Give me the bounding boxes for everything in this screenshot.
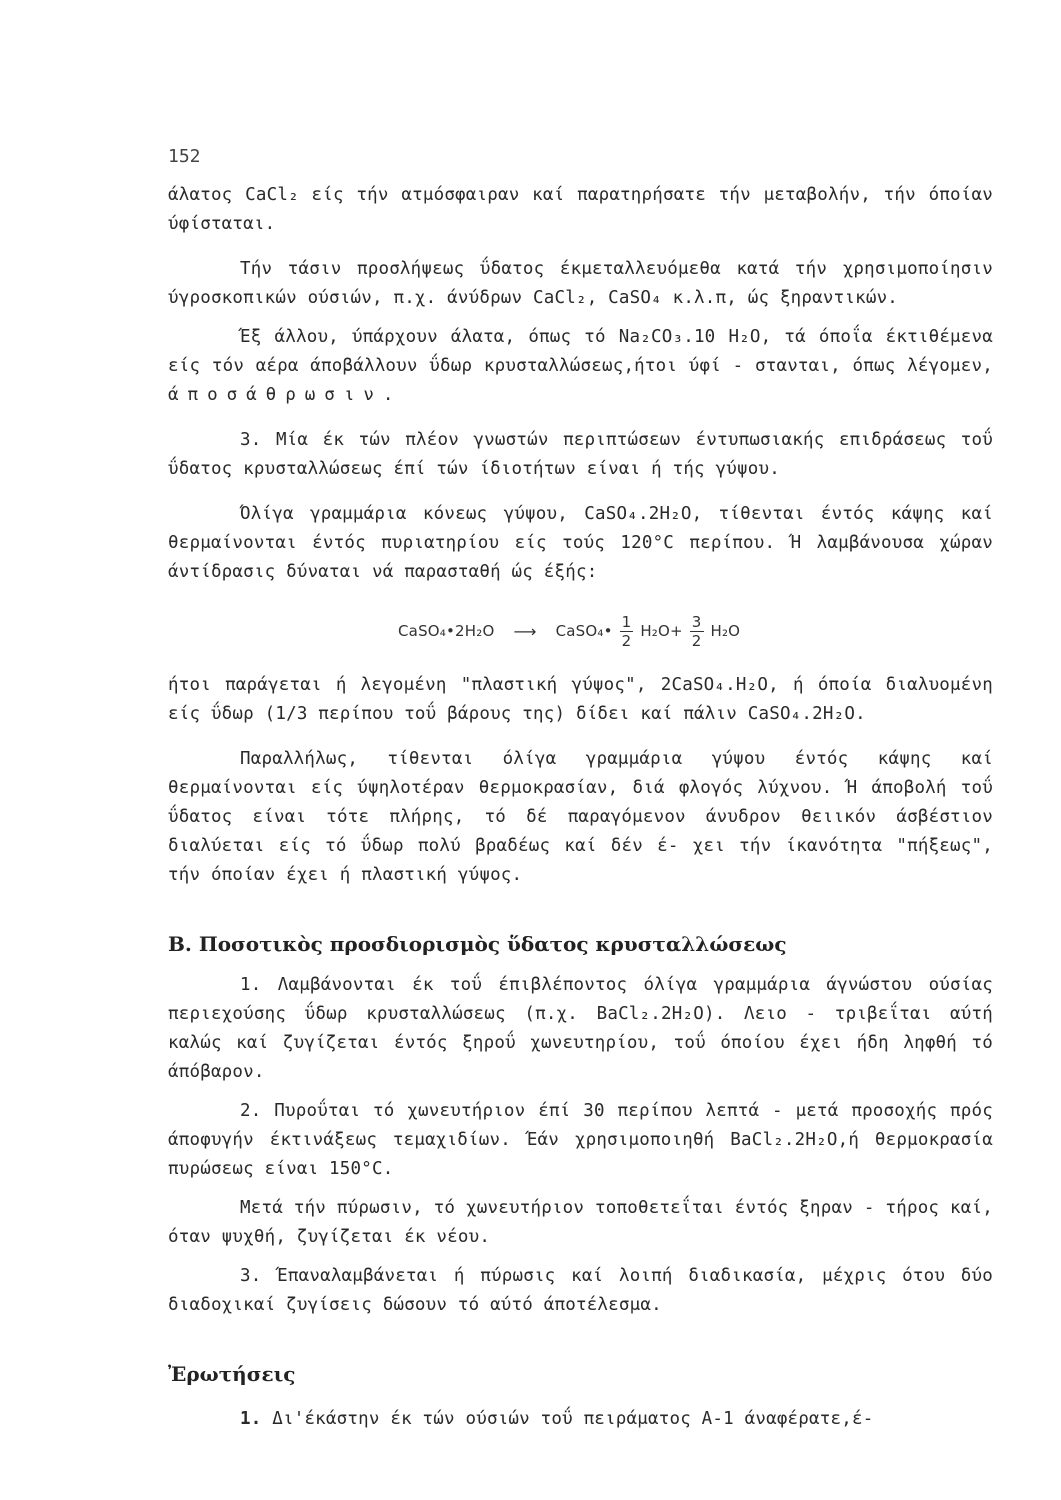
equation-reactant: CaSO₄•2H₂O bbox=[398, 622, 495, 640]
question-1 bbox=[168, 1405, 993, 1434]
paragraph-2: Τήν τάσιν προσλήψεως ΰδατος έκμεταλλευόμεθα κατά τήν χρησιμοποίησιν ύγροσκοπικών ούσιών, π.χ. άνύδρων CaCl₂, CaSO₄ κ.λ.π, ώς ξηραντικών. bbox=[168, 259, 993, 308]
equation-product: CaSO₄• bbox=[555, 622, 613, 640]
section-b-step-2-continued: Μετά τήν πύρωσιν, τό χωνευτήριον τοποθετεΐται έντός ξηραν - τήρος καί, όταν ψυχθή, ζυγίζεται έκ νέου. bbox=[168, 1198, 993, 1247]
section-heading-questions: Ἐρωτήσεις bbox=[168, 1362, 296, 1386]
paragraph-7: Παραλλήλως, τίθενται όλίγα γραμμάρια γύψου έντός κάψης καί θερμαίνονται είς ύψηλοτέραν θερμοκρασίαν, διά φλογός λύχνου. Ή άποβολή τοΰ ΰδατος είναι τότε πλήρης, τό δέ παραγόμενον άνυδρον θειικόν άσβέστιον διαλύεται είς τό ΰδωρ πολύ βραδέως καί δέν έ- χει τήν ίκανότητα "πήξεως", τήν όποίαν έχει ή πλαστική γύψος. bbox=[168, 749, 993, 885]
page-number: 152 bbox=[168, 146, 201, 167]
reaction-arrow-icon: ⟶ bbox=[513, 622, 537, 641]
fraction-denominator: 2 bbox=[691, 632, 702, 650]
page-content bbox=[168, 181, 993, 1434]
fraction-numerator: 1 bbox=[621, 613, 632, 631]
fraction-denominator: 2 bbox=[621, 632, 632, 650]
chemical-equation bbox=[168, 601, 993, 657]
equation-term-water: H₂O bbox=[710, 622, 741, 640]
fraction-three-halves bbox=[690, 613, 704, 650]
section-b-step-3: 3. Έπαναλαμβάνεται ή πύρωσις καί λοιπή διαδικασία, μέχρις ότου δύο διαδοχικαί ζυγίσεις δώσουν τό αύτό άποτέλεσμα. bbox=[168, 1266, 993, 1315]
spaced-word-aposathrosin: άποσάθρωσιν. bbox=[168, 385, 403, 405]
fraction-one-half bbox=[620, 613, 634, 650]
paragraph-6: ήτοι παράγεται ή λεγομένη "πλαστική γύψος", 2CaSO₄.H₂O, ή όποία διαλυομένη είς ΰδωρ (1/3 περίπου τοΰ βάρους της) δίδει καί πάλιν CaSO₄.2H₂O. bbox=[168, 675, 993, 724]
paragraph-1: άλατος CaCl₂ είς τήν ατμόσφαιραν καί παρατηρήσατε τήν μεταβολήν, τήν όποίαν ύφίσταται. bbox=[168, 185, 993, 234]
paragraph-4: 3. Μία έκ τών πλέον γνωστών περιπτώσεων έντυπωσιακής επιδράσεως τοΰ ΰδατος κρυσταλλώσεως έπί τών ίδιοτήτων είναι ή τής γύψου. bbox=[168, 430, 993, 479]
section-b-step-1: 1. Λαμβάνονται έκ τοΰ έπιβλέποντος όλίγα γραμμάρια άγνώστου ούσίας περιεχούσης ΰδωρ κρυσταλλώσεως (π.χ. BaCl₂.2H₂O). Λειο - τριβεΐται αύτή καλώς καί ζυγίζεται έντός ξηροΰ χωνευτηρίου, τοΰ όποίου έχει ήδη ληφθή τό άπόβαρον. bbox=[168, 975, 993, 1082]
section-heading-b: B. Ποσοτικὸς προσδιορισμὸς ὕδατος κρυσταλλώσεως bbox=[168, 932, 787, 956]
equation-term-water-plus: H₂O+ bbox=[640, 622, 683, 640]
question-number: 1. bbox=[240, 1409, 262, 1429]
section-b-step-2: 2. Πυροΰται τό χωνευτήριον έπί 30 περίπου λεπτά - μετά προσοχής πρός άποφυγήν έκτινάξεως τεμαχιδίων. Έάν χρησιμοποιηθή BaCl₂.2H₂O,ή θερμοκρασία πυρώσεως είναι 150°C. bbox=[168, 1101, 993, 1179]
fraction-numerator: 3 bbox=[691, 613, 702, 631]
paragraph-3 bbox=[168, 323, 993, 410]
paragraph-3-text: Έξ άλλου, ύπάρχουν άλατα, όπως τό Na₂CO₃.10 H₂O, τά όποΐα έκτιθέμενα είς τόν αέρα άποβάλλουν ΰδωρ κρυσταλλώσεως,ήτοι ύφί - στανται, όπως λέγομεν, bbox=[168, 327, 993, 376]
paragraph-5: Όλίγα γραμμάρια κόνεως γύψου, CaSO₄.2H₂O, τίθενται έντός κάψης καί θερμαίνονται έντός πυριατηρίου είς τούς 120°C περίπου. Ή λαμβάνουσα χώραν άντίδρασις δύναται νά παρασταθή ώς έξής: bbox=[168, 504, 993, 582]
question-1-text: Δι'έκάστην έκ τών ούσιών τοΰ πειράματος A-1 άναφέρατε,έ- bbox=[272, 1409, 874, 1429]
